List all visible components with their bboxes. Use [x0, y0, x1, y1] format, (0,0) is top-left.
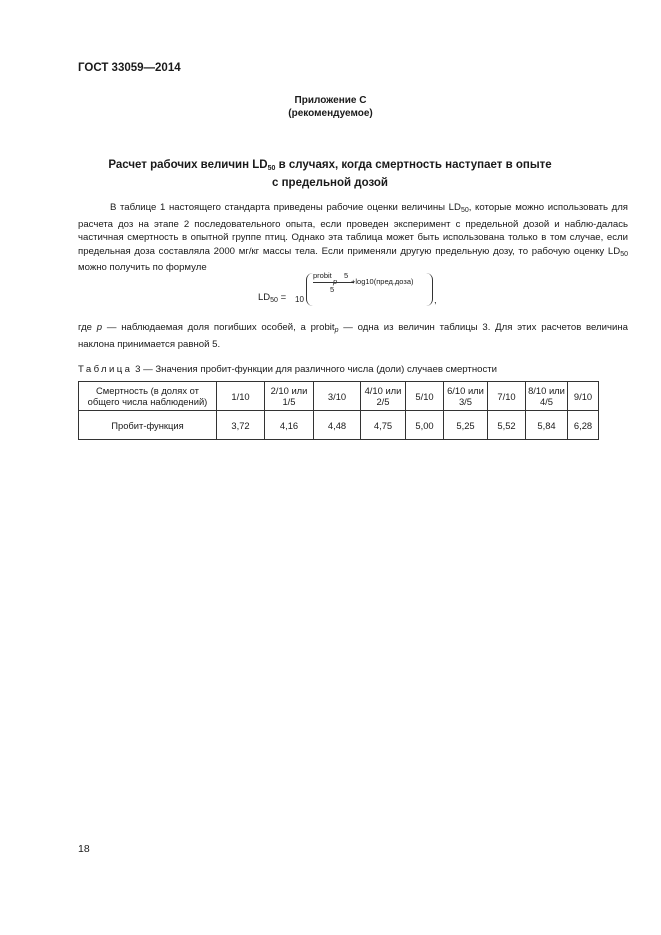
table-header-cell: 9/10: [568, 382, 599, 411]
table-caption-rest: 3 — Значения пробит-функции для различного числа (доли) случаев смертности: [132, 364, 498, 375]
table-cell: 5,84: [526, 411, 568, 440]
formula-eq: =: [277, 292, 287, 303]
para1-a-sub: 50: [460, 207, 469, 214]
paragraph-intro: [78, 201, 628, 275]
table-header-row: [79, 382, 599, 411]
annex-title: Приложение С: [294, 95, 367, 106]
formula-lhs-text: LD: [258, 292, 271, 303]
table-header-cell: 2/10 или 1/5: [265, 382, 314, 411]
table-header-cell: 8/10 или 4/5: [526, 382, 568, 411]
formula-left-paren: [306, 273, 313, 306]
ld50-formula: [258, 271, 458, 313]
section-title: [100, 158, 560, 191]
formula-numerator: probit: [313, 271, 332, 280]
formula-comma: ,: [434, 295, 437, 306]
annex-subtitle: (рекомендуемое): [288, 108, 373, 119]
section-title-pre: Расчет рабочих величин LD: [108, 159, 268, 171]
para2-a: где: [78, 322, 97, 333]
table-cell: 4,48: [314, 411, 361, 440]
table-header-cell: 6/10 или 3/5: [444, 382, 488, 411]
section-title-post: в случаях, когда смертность наступает в опыте: [275, 159, 552, 171]
para1-c: можно получить по формуле: [78, 262, 207, 273]
para2-b: — наблюдаемая доля погибших особей, а probit: [102, 322, 335, 333]
formula-minus-five: 5: [344, 271, 349, 280]
formula-log-term: +log10(пред.доза): [351, 277, 414, 286]
section-title-line2: с предельной дозой: [272, 177, 388, 189]
table-cell: 5,25: [444, 411, 488, 440]
table-header-cell: 1/10: [217, 382, 265, 411]
table-cell: 5,52: [488, 411, 526, 440]
table-header-cell: 4/10 или 2/5: [361, 382, 406, 411]
para2-p: p: [96, 322, 103, 333]
probit-table: [78, 381, 599, 440]
paragraph-where: [78, 321, 628, 351]
formula-lhs: [258, 292, 286, 304]
para2-b-sub: p: [334, 327, 339, 334]
section-title-sub: 50: [267, 165, 276, 172]
table-cell: 4,16: [265, 411, 314, 440]
para1-b: , которые можно использовать для расчета доз на этапе 2 последовательного опыта, если проведен эксперимент с предельной дозой и наблю-далась частичная смертность в опытной группе птиц. Однако эта таблица может быть использована только в том случае, если предельная доза составляла 2000 мг/кг массы тела. Если применяли другую предельную дозу, то рабочую оценку LD: [78, 202, 628, 257]
table-header-cell: 5/10: [406, 382, 444, 411]
page-number: 18: [78, 843, 90, 855]
formula-base: 10: [295, 295, 304, 304]
table-cell: 5,00: [406, 411, 444, 440]
formula-denominator: 5: [330, 285, 335, 294]
table-header-cell: 3/10: [314, 382, 361, 411]
formula-fraction-bar: [313, 282, 354, 283]
formula-numerator-p: p: [333, 277, 338, 286]
table-row: [79, 411, 599, 440]
table-caption: [78, 364, 497, 375]
table-cell: 6,28: [568, 411, 599, 440]
table-cell: 4,75: [361, 411, 406, 440]
para1-b-sub: 50: [620, 250, 628, 258]
standard-number: ГОСТ 33059—2014: [78, 62, 181, 74]
table-header-label: Смертность (в долях от общего числа наблюдений): [79, 382, 217, 411]
para2-c: — одна из величин таблицы 3. Для этих расчетов величина наклона принимается равной 5.: [78, 322, 628, 350]
para1-a: В таблице 1 настоящего стандарта приведены рабочие оценки величины LD: [110, 202, 461, 213]
formula-lhs-sub: 50: [270, 297, 278, 304]
formula-right-paren: [426, 273, 433, 306]
table-header-cell: 7/10: [488, 382, 526, 411]
table-caption-word: Таблица: [78, 364, 133, 375]
table-row-label: Пробит-функция: [79, 411, 217, 440]
table-cell: 3,72: [217, 411, 265, 440]
